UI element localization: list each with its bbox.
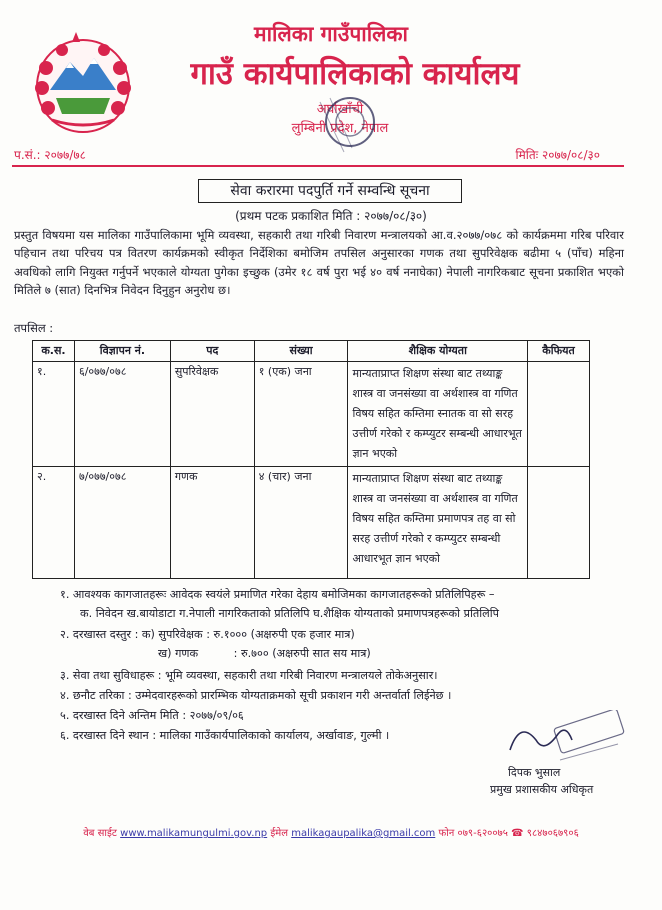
notice-subtitle: (प्रथम पटक प्रकाशित मिति : २०७७/०८/३०) (235, 209, 427, 223)
list-item: ४. छनौट तरिका : उम्मेदवारहरूको प्रारम्भिक योग्यताक्रमको सूची प्रकाशन गरी अन्तर्वार्ता लिईनेछ । (60, 689, 452, 702)
header-sn: क.स. (33, 341, 75, 362)
list-item: ५. दरखास्त दिने अन्तिम मिति : २०७७/०९/०६ (60, 709, 244, 722)
footer-web-label: वेब साईट (83, 828, 117, 839)
list-item: २. दरखास्त दस्तुर : क) सुपरिवेक्षक : रु.१००० (अक्षरुपी एक हजार मात्र) (60, 628, 355, 641)
list-item: ६. दरखास्त दिने स्थान : मालिका गाउँकार्यपालिकाको कार्यालय, अर्खावाङ, गुल्मी । (60, 729, 390, 742)
tapasil-label: तपसिल : (14, 321, 54, 335)
email-link[interactable]: malikagaupalika@gmail.com (291, 828, 436, 839)
footer-phone-label: फोन (438, 828, 455, 839)
cell-remarks (528, 467, 590, 579)
header-remarks: कैफियत (528, 341, 590, 362)
header-divider (12, 165, 624, 167)
table-row (33, 467, 590, 579)
cell-qualification: मान्यताप्राप्त शिक्षण संस्था बाट तथ्याङ्क शास्त्र वा जनसंख्या वा अर्थशास्त्र वा गणित विषय सहित कम्तिमा स्नातक वा सो सरह उत्तीर्ण गरेको र कम्प्युटर सम्बन्धी आधारभूत ज्ञान भएको (348, 362, 528, 467)
phone-number: ०७९-६२००७५ (457, 828, 508, 839)
header-count: संख्या (254, 341, 348, 362)
cell-count: १ (एक) जना (254, 362, 348, 467)
list-item-sub: ख) गणक : रु.७०० (अक्षरुपी सात सय मात्र) (158, 647, 371, 660)
list-item: ३. सेवा तथा सुविधाहरू : भूमि व्यवस्था, सहकारी तथा गरिबी निवारण मन्त्रालयले तोकेअनुसार। (60, 669, 438, 682)
vacancy-table (32, 340, 590, 579)
cell-post: गणक (170, 467, 254, 579)
table-row (33, 362, 590, 467)
reference-number: प.सं.: २०७७/७८ (14, 148, 86, 162)
header-post: पद (170, 341, 254, 362)
notice-title: सेवा करारमा पदपुर्ति गर्ने सम्वन्धि सूचना (198, 179, 462, 203)
office-stamp (300, 92, 390, 162)
footer-contact (0, 825, 662, 839)
signatory-title: प्रमुख प्रशासकीय अधिकृत (490, 783, 594, 796)
footer-email-label: ईमेल (270, 828, 289, 839)
website-link[interactable]: www.malikamungulmi.gov.np (120, 828, 268, 839)
header-qualification: शैक्षिक योग्यता (348, 341, 528, 362)
header-ad-no: विज्ञापन नं. (74, 341, 170, 362)
list-item: १. आवश्यक कागजातहरूः आवेदक स्वयंले प्रमाणित गरेका देहाय बमोजिमका कागजातहरूको प्रतिलिपिहरू – (60, 588, 495, 601)
office-name: गाउँ कार्यपालिकाको कार्यालय (190, 56, 520, 92)
cell-ad-no: ७/०७७/०७८ (74, 467, 170, 579)
cell-sn: २. (33, 467, 75, 579)
issue-date: मितिः २०७७/०८/३० (515, 148, 600, 162)
address-line-1: अर्घाखाँची (316, 102, 364, 117)
address-line-2: लुम्बिनी प्रदेश, नेपाल (291, 121, 389, 136)
cell-qualification: मान्यताप्राप्त शिक्षण संस्था बाट तथ्याङ्क शास्त्र वा जनसंख्या वा अर्थशास्त्र वा गणित विषय सहित कम्तिमा प्रमाणपत्र तह वा सो सरह उत्तीर्ण गरेको र कम्प्युटर सम्बन्धी आधारभूत ज्ञान भएको (348, 467, 528, 579)
mobile-number: ☎ ९८४७०६७९०६ (511, 828, 579, 839)
table-header-row (33, 341, 590, 362)
cell-sn: १. (33, 362, 75, 467)
signatory-name: दिपक भुसाल (508, 766, 561, 779)
cell-post: सुपरिवेक्षक (170, 362, 254, 467)
cell-ad-no: ६/०७७/०७८ (74, 362, 170, 467)
notice-body: प्रस्तुत विषयमा यस मालिका गाउँपालिकामा भूमि व्यवस्था, सहकारी तथा गरिबी निवारण मन्त्रालयको आ.व.२०७७/०७८ को कार्यक्रममा गरिब परिवार पहिचान तथा परिचय पत्र वितरण कार्यक्रमको स्वीकृत निर्देशिका बमोजिम तपसिल अनुसारका गणक तथा सुपरिवेक्षक बढीमा ५ (पाँच) महिना अवधिको लागि नियुक्त गर्नुपर्ने भएकाले योग्यता पुगेका इच्छुक (उमेर १८ वर्ष पुरा भई ४० वर्ष ननाघेका) नेपाली नागरिकबाट सूचना प्रकाशित भएको मितिले ७ (सात) दिनभित्र निवेदन दिनुहुन अनुरोध छ। (14, 228, 624, 298)
cell-count: ४ (चार) जना (254, 467, 348, 579)
cell-remarks (528, 362, 590, 467)
municipality-name: मालिका गाउँपालिका (254, 22, 408, 46)
list-item-sub: क. निवेदन ख.बायोडाटा ग.नेपाली नागरिकताको प्रतिलिपि घ.शैक्षिक योग्यताको प्रमाणपत्रहरूको प्रतिलिपि (80, 607, 499, 620)
